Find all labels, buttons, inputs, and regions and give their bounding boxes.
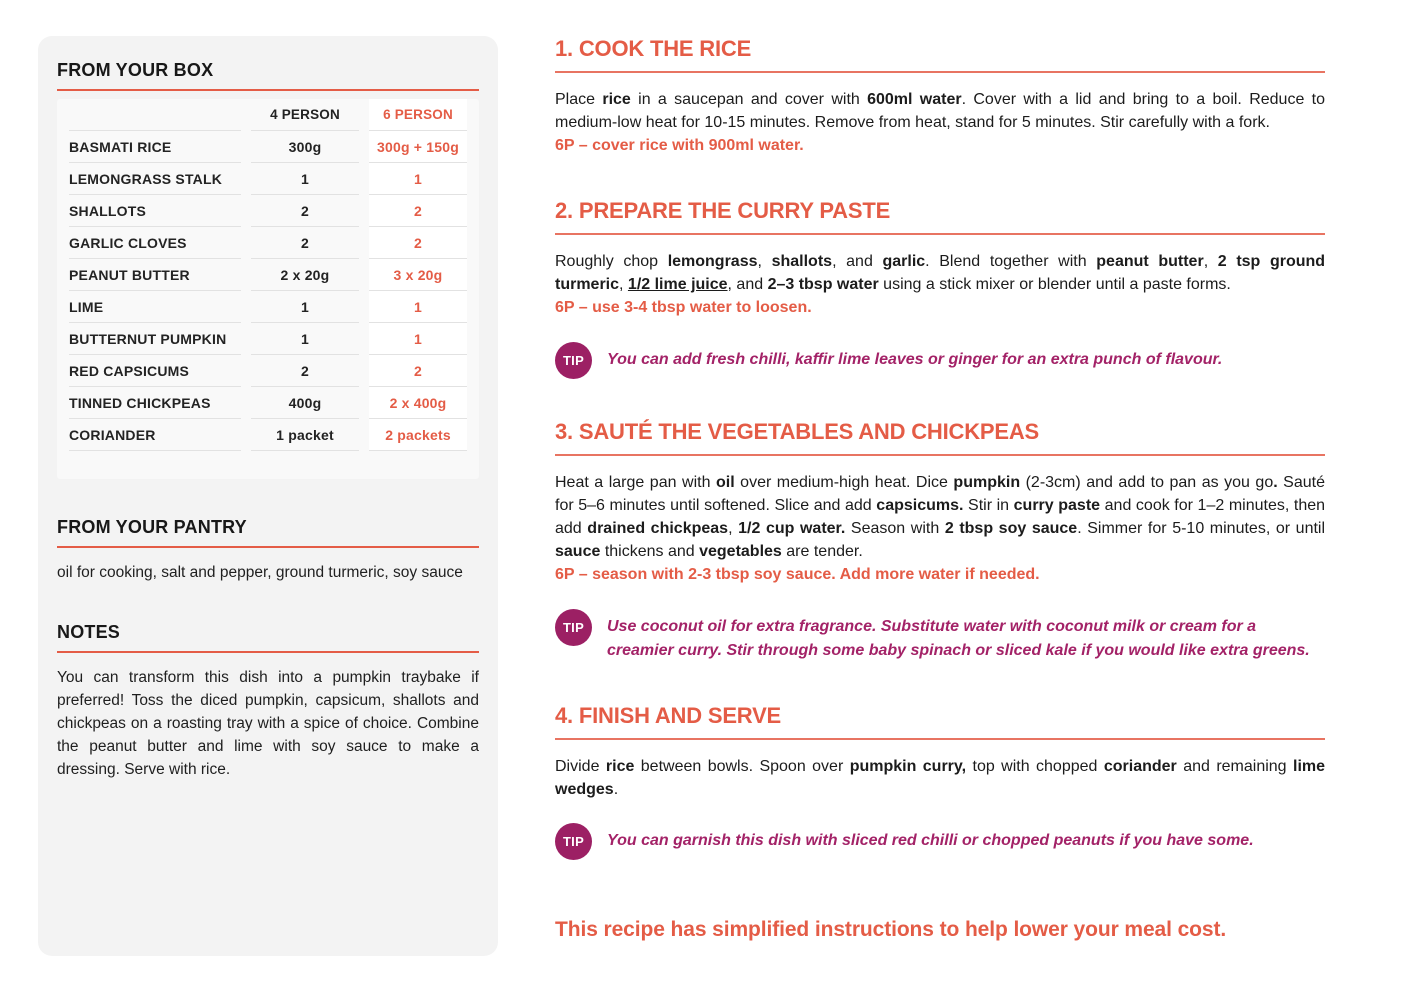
- ingredient-name: BASMATI RICE: [69, 131, 241, 163]
- step-2: [555, 198, 1325, 379]
- ingredient-qty-6person: 2: [369, 355, 467, 387]
- step-4: [555, 703, 1325, 860]
- ingredient-qty-4person: 2: [251, 227, 359, 259]
- step-title-divider: [555, 454, 1325, 456]
- ingredient-name: CORIANDER: [69, 419, 241, 451]
- ingredient-qty-6person: 2 packets: [369, 419, 467, 451]
- table-row: [69, 163, 467, 195]
- step-title: 2. PREPARE THE CURRY PASTE: [555, 198, 891, 223]
- pantry-title-divider: [57, 546, 479, 548]
- table-row: [69, 131, 467, 163]
- six-person-note: 6P – use 3-4 tbsp water to loosen.: [555, 299, 812, 316]
- tip-block: [555, 823, 1325, 860]
- box-title-divider: [57, 89, 479, 91]
- tip-block: [555, 342, 1325, 379]
- tip-block: [555, 609, 1325, 663]
- step-title-divider: [555, 738, 1325, 740]
- ingredient-qty-4person: 2 x 20g: [251, 259, 359, 291]
- ingredient-qty-4person: 1 packet: [251, 419, 359, 451]
- ingredient-qty-6person: 1: [369, 291, 467, 323]
- notes-text: You can transform this dish into a pumpkin traybake if preferred! Toss the diced pumpkin, capsicum, shallots and chickpeas on a roasting tray with a spice of choice. Combine the peanut butter and lime with soy sauce to make a dressing. Serve with rice.: [57, 669, 479, 778]
- ingredients-sidebar: [38, 36, 498, 956]
- ingredient-qty-6person: 2 x 400g: [369, 387, 467, 419]
- tip-text: You can add fresh chilli, kaffir lime leaves or ginger for an extra punch of flavour.: [607, 351, 1223, 368]
- ingredient-qty-4person: 1: [251, 323, 359, 355]
- ingredient-qty-6person: 2: [369, 195, 467, 227]
- ingredient-qty-6person: 3 x 20g: [369, 259, 467, 291]
- ingredient-name: LEMONGRASS STALK: [69, 163, 241, 195]
- step-title: 4. FINISH AND SERVE: [555, 703, 782, 728]
- table-row: [69, 419, 467, 451]
- ingredient-qty-4person: 1: [251, 291, 359, 323]
- ingredient-name: SHALLOTS: [69, 195, 241, 227]
- ingredient-name: TINNED CHICKPEAS: [69, 387, 241, 419]
- table-row: [69, 227, 467, 259]
- ingredient-qty-6person: 300g + 150g: [369, 131, 467, 163]
- six-person-note: 6P – cover rice with 900ml water.: [555, 137, 804, 154]
- table-row: [69, 355, 467, 387]
- steps-container: [555, 36, 1325, 860]
- ingredient-qty-4person: 300g: [251, 131, 359, 163]
- tip-badge: TIP: [555, 609, 592, 646]
- instructions-column: [555, 36, 1325, 963]
- six-person-note: 6P – season with 2-3 tbsp soy sauce. Add more water if needed.: [555, 566, 1040, 583]
- table-row: [69, 259, 467, 291]
- ingredient-qty-6person: 1: [369, 163, 467, 195]
- ingredient-name: GARLIC CLOVES: [69, 227, 241, 259]
- table-row: [69, 291, 467, 323]
- tip-badge: TIP: [555, 342, 592, 379]
- table-body: [69, 131, 467, 451]
- step-paragraph: Divide rice between bowls. Spoon over pumpkin curry, top with chopped coriander and remaining lime wedges.: [555, 758, 1326, 798]
- table-header-row: [69, 99, 467, 131]
- tip-text: You can garnish this dish with sliced red chilli or chopped peanuts if you have some.: [607, 832, 1254, 849]
- ingredient-qty-6person: 1: [369, 323, 467, 355]
- box-section-title: FROM YOUR BOX: [57, 60, 214, 80]
- step-paragraph: Heat a large pan with oil over medium-high heat. Dice pumpkin (2-3cm) and add to pan as you go. Sauté for 5–6 minutes until softened. Slice and add capsicums. Stir in curry paste and cook for 1–2 minutes, then add drained chickpeas, 1/2 cup water. Season with 2 tbsp soy sauce. Simmer for 5-10 minutes, or until sauce thickens and vegetables are tender.: [555, 474, 1326, 560]
- table-row: [69, 323, 467, 355]
- footer-note: This recipe has simplified instructions to help lower your meal cost.: [555, 918, 1227, 941]
- pantry-section-title: FROM YOUR PANTRY: [57, 517, 247, 537]
- step-title: 3. SAUTÉ THE VEGETABLES AND CHICKPEAS: [555, 419, 1039, 444]
- ingredient-name: PEANUT BUTTER: [69, 259, 241, 291]
- pantry-section: [57, 517, 479, 584]
- ingredient-qty-4person: 2: [251, 355, 359, 387]
- table-row: [69, 195, 467, 227]
- step-paragraph: Roughly chop lemongrass, shallots, and garlic. Blend together with peanut butter, 2 tsp ground turmeric, 1/2 lime juice, and 2–3 tbsp water using a stick mixer or blender until a paste forms.: [555, 253, 1326, 293]
- ingredient-name: LIME: [69, 291, 241, 323]
- step-1: [555, 36, 1325, 158]
- ingredient-qty-6person: 2: [369, 227, 467, 259]
- notes-section: [57, 622, 479, 781]
- step-title-divider: [555, 233, 1325, 235]
- table-header-item: [69, 99, 241, 131]
- ingredient-name: BUTTERNUT PUMPKIN: [69, 323, 241, 355]
- table-row: [69, 387, 467, 419]
- table-header-6person: 6 PERSON: [369, 99, 467, 131]
- table-header-4person: 4 PERSON: [251, 99, 359, 131]
- ingredient-qty-4person: 400g: [251, 387, 359, 419]
- tip-text: Use coconut oil for extra fragrance. Substitute water with coconut milk or cream for a creamier curry. Stir through some baby spinach or sliced kale if you would like extra greens.: [607, 618, 1310, 659]
- notes-section-title: NOTES: [57, 622, 121, 642]
- notes-title-divider: [57, 651, 479, 653]
- pantry-text: oil for cooking, salt and pepper, ground turmeric, soy sauce: [57, 564, 463, 581]
- tip-badge: TIP: [555, 823, 592, 860]
- ingredient-qty-4person: 2: [251, 195, 359, 227]
- ingredient-name: RED CAPSICUMS: [69, 355, 241, 387]
- step-title-divider: [555, 71, 1325, 73]
- step-title: 1. COOK THE RICE: [555, 36, 752, 61]
- ingredient-qty-4person: 1: [251, 163, 359, 195]
- step-paragraph: Place rice in a saucepan and cover with 600ml water. Cover with a lid and bring to a boil. Reduce to medium-low heat for 10-15 minutes. Remove from heat, stand for 5 minutes. Stir carefully with a fork.: [555, 91, 1326, 131]
- step-3: [555, 419, 1325, 663]
- ingredients-table: [57, 99, 479, 479]
